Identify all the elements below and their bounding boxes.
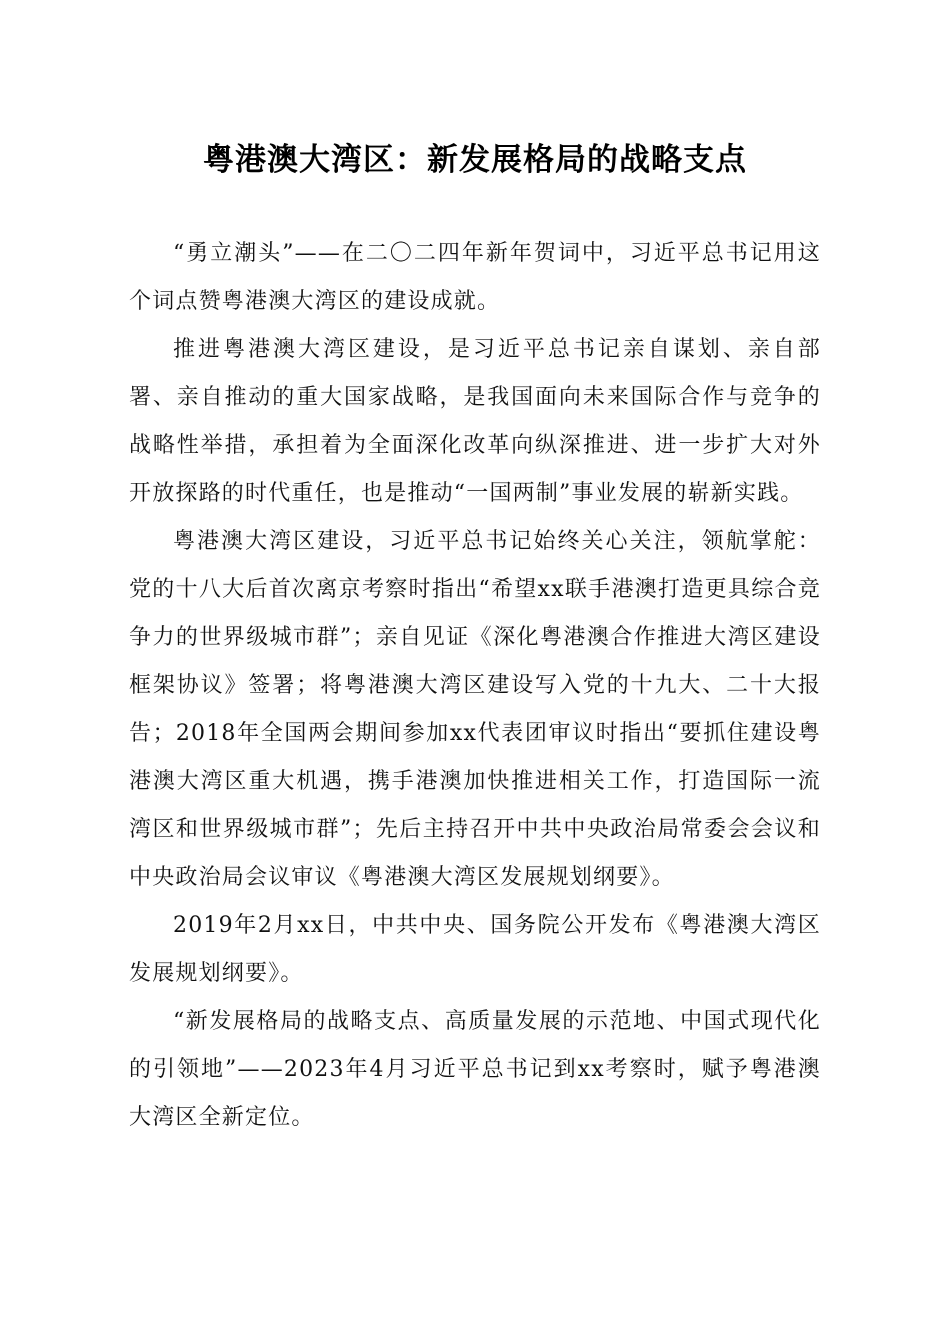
document-title: 粤港澳大湾区：新发展格局的战略支点 bbox=[203, 142, 747, 178]
paragraph-3: 粤港澳大湾区建设，习近平总书记始终关心关注，领航掌舵：党的十八大后首次离京考察时指出“希望xx联手港澳打造更具综合竞争力的世界级城市群”；亲自见证《深化粤港澳合作推进大湾区建设框架协议》签署；将粤港澳大湾区建设写入党的十九大、二十大报告；2018年全国两会期间参加xx代表团审议时指出“要抓住建设粤港澳大湾区重大机遇，携手港澳加快推进相关工作，打造国际一流湾区和世界级城市群”；先后主持召开中共中央政治局常委会会议和中央政治局会议审议《粤港澳大湾区发展规划纲要》。 bbox=[129, 529, 821, 890]
document-body bbox=[129, 230, 821, 1142]
paragraph-4: 2019年2月xx日，中共中央、国务院公开发布《粤港澳大湾区发展规划纲要》。 bbox=[129, 913, 821, 986]
paragraph-1: “勇立潮头”——在二〇二四年新年贺词中，习近平总书记用这个词点赞粤港澳大湾区的建设成就。 bbox=[129, 241, 821, 314]
paragraph-2: 推进粤港澳大湾区建设，是习近平总书记亲自谋划、亲自部署、亲自推动的重大国家战略，是我国面向未来国际合作与竞争的战略性举措，承担着为全面深化改革向纵深推进、进一步扩大对外开放探路的时代重任，也是推动“一国两制”事业发展的崭新实践。 bbox=[129, 337, 821, 506]
paragraph-5: “新发展格局的战略支点、高质量发展的示范地、中国式现代化的引领地”——2023年4月习近平总书记到xx考察时，赋予粤港澳大湾区全新定位。 bbox=[129, 1009, 821, 1130]
